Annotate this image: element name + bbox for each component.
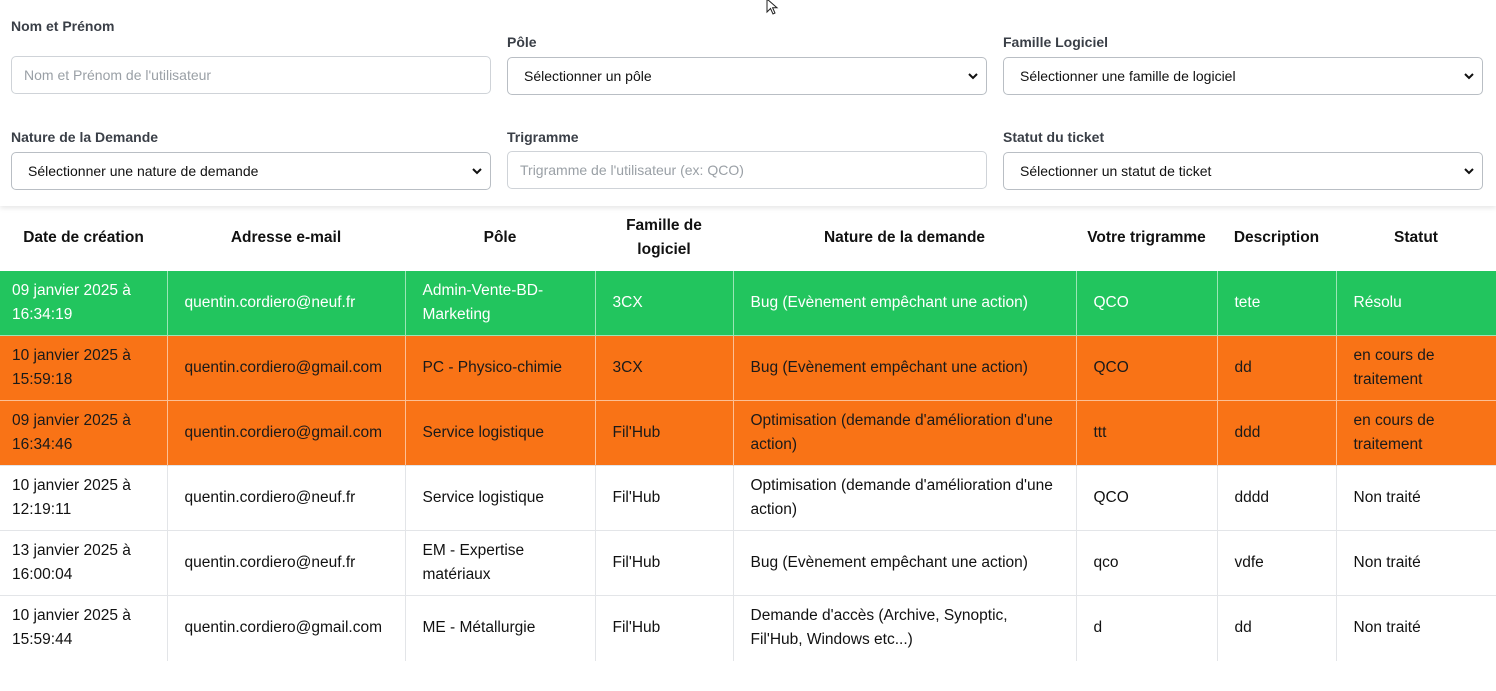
cell-pole: ME - Métallurgie	[405, 596, 595, 661]
cell-trigramme: d	[1076, 596, 1217, 661]
column-header-famille[interactable]: Famille de logiciel	[626, 217, 702, 258]
chevron-down-icon	[472, 166, 482, 176]
column-header-email[interactable]: Adresse e-mail	[230, 229, 342, 246]
cell-statut: en cours de traitement	[1336, 401, 1496, 466]
tickets-table	[0, 206, 1496, 661]
mouse-cursor-icon	[765, 0, 781, 16]
cell-famille: Fil'Hub	[595, 531, 733, 596]
pole-filter-label: Pôle	[507, 34, 537, 50]
statut-filter-label: Statut du ticket	[1003, 129, 1105, 145]
cell-famille: Fil'Hub	[595, 401, 733, 466]
cell-date: 10 janvier 2025 à 15:59:18	[0, 336, 167, 401]
cell-nature: Bug (Evènement empêchant une action)	[733, 271, 1076, 336]
cell-famille: 3CX	[595, 271, 733, 336]
cell-nature: Optimisation (demande d'amélioration d'une action)	[733, 466, 1076, 531]
statut-filter-value: Sélectionner un statut de ticket	[1020, 163, 1212, 179]
table-row[interactable]	[0, 401, 1496, 466]
column-header-statut[interactable]: Statut	[1394, 229, 1438, 246]
cell-email: quentin.cordiero@neuf.fr	[167, 466, 405, 531]
chevron-down-icon	[1464, 166, 1474, 176]
cell-famille: 3CX	[595, 336, 733, 401]
cell-description: ddd	[1217, 401, 1336, 466]
cell-statut: Non traité	[1336, 466, 1496, 531]
cell-email: quentin.cordiero@neuf.fr	[167, 531, 405, 596]
cell-trigramme: QCO	[1076, 466, 1217, 531]
column-header-pole[interactable]: Pôle	[483, 229, 517, 246]
column-header-nature[interactable]: Nature de la demande	[823, 229, 986, 246]
cell-trigramme: qco	[1076, 531, 1217, 596]
name-filter-label: Nom et Prénom	[11, 18, 115, 34]
cell-statut: en cours de traitement	[1336, 336, 1496, 401]
table-row[interactable]	[0, 336, 1496, 401]
cell-pole: Admin-Vente-BD-Marketing	[405, 271, 595, 336]
pole-filter-value: Sélectionner un pôle	[524, 68, 652, 84]
name-filter-input[interactable]	[11, 56, 491, 94]
cell-email: quentin.cordiero@gmail.com	[167, 336, 405, 401]
column-header-date[interactable]: Date de création	[23, 229, 144, 246]
trigramme-filter-label: Trigramme	[507, 129, 579, 145]
cell-description: dddd	[1217, 466, 1336, 531]
cell-email: quentin.cordiero@neuf.fr	[167, 271, 405, 336]
nature-filter-select[interactable]	[11, 152, 491, 190]
cell-pole: Service logistique	[405, 401, 595, 466]
cell-date: 10 janvier 2025 à 15:59:44	[0, 596, 167, 661]
cell-statut: Non traité	[1336, 596, 1496, 661]
cell-nature: Bug (Evènement empêchant une action)	[733, 336, 1076, 401]
chevron-down-icon	[1464, 71, 1474, 81]
cell-pole: EM - Expertise matériaux	[405, 531, 595, 596]
cell-statut: Résolu	[1336, 271, 1496, 336]
trigramme-filter-placeholder: Trigramme de l'utilisateur (ex: QCO)	[520, 162, 744, 178]
cell-date: 10 janvier 2025 à 12:19:11	[0, 466, 167, 531]
cell-trigramme: ttt	[1076, 401, 1217, 466]
filter-panel	[0, 0, 1496, 206]
cell-date: 09 janvier 2025 à 16:34:46	[0, 401, 167, 466]
table-row[interactable]	[0, 466, 1496, 531]
cell-nature: Optimisation (demande d'amélioration d'une action)	[733, 401, 1076, 466]
famille-filter-select[interactable]	[1003, 57, 1483, 95]
trigramme-filter-input[interactable]	[507, 151, 987, 189]
cell-description: vdfe	[1217, 531, 1336, 596]
nature-filter-label: Nature de la Demande	[11, 129, 159, 145]
table-row[interactable]	[0, 271, 1496, 336]
column-header-trigramme[interactable]: Votre trigramme	[1087, 229, 1206, 246]
cell-nature: Bug (Evènement empêchant une action)	[733, 531, 1076, 596]
cell-famille: Fil'Hub	[595, 596, 733, 661]
name-filter-placeholder: Nom et Prénom de l'utilisateur	[24, 67, 212, 83]
cell-description: dd	[1217, 596, 1336, 661]
cell-description: dd	[1217, 336, 1336, 401]
cell-email: quentin.cordiero@gmail.com	[167, 401, 405, 466]
cell-nature: Demande d'accès (Archive, Synoptic, Fil'Hub, Windows etc...)	[733, 596, 1076, 661]
cell-statut: Non traité	[1336, 531, 1496, 596]
cell-email: quentin.cordiero@gmail.com	[167, 596, 405, 661]
table-row[interactable]	[0, 531, 1496, 596]
famille-filter-label: Famille Logiciel	[1003, 34, 1109, 50]
table-row[interactable]	[0, 596, 1496, 661]
cell-pole: Service logistique	[405, 466, 595, 531]
cell-trigramme: QCO	[1076, 336, 1217, 401]
cell-pole: PC - Physico-chimie	[405, 336, 595, 401]
famille-filter-value: Sélectionner une famille de logiciel	[1020, 68, 1236, 84]
nature-filter-value: Sélectionner une nature de demande	[28, 163, 259, 179]
cell-date: 09 janvier 2025 à 16:34:19	[0, 271, 167, 336]
chevron-down-icon	[968, 71, 978, 81]
cell-date: 13 janvier 2025 à 16:00:04	[0, 531, 167, 596]
pole-filter-select[interactable]	[507, 57, 987, 95]
cell-description: tete	[1217, 271, 1336, 336]
cell-famille: Fil'Hub	[595, 466, 733, 531]
cell-trigramme: QCO	[1076, 271, 1217, 336]
table-header-row	[0, 206, 1496, 271]
column-header-description[interactable]: Description	[1233, 229, 1320, 246]
statut-filter-select[interactable]	[1003, 152, 1483, 190]
